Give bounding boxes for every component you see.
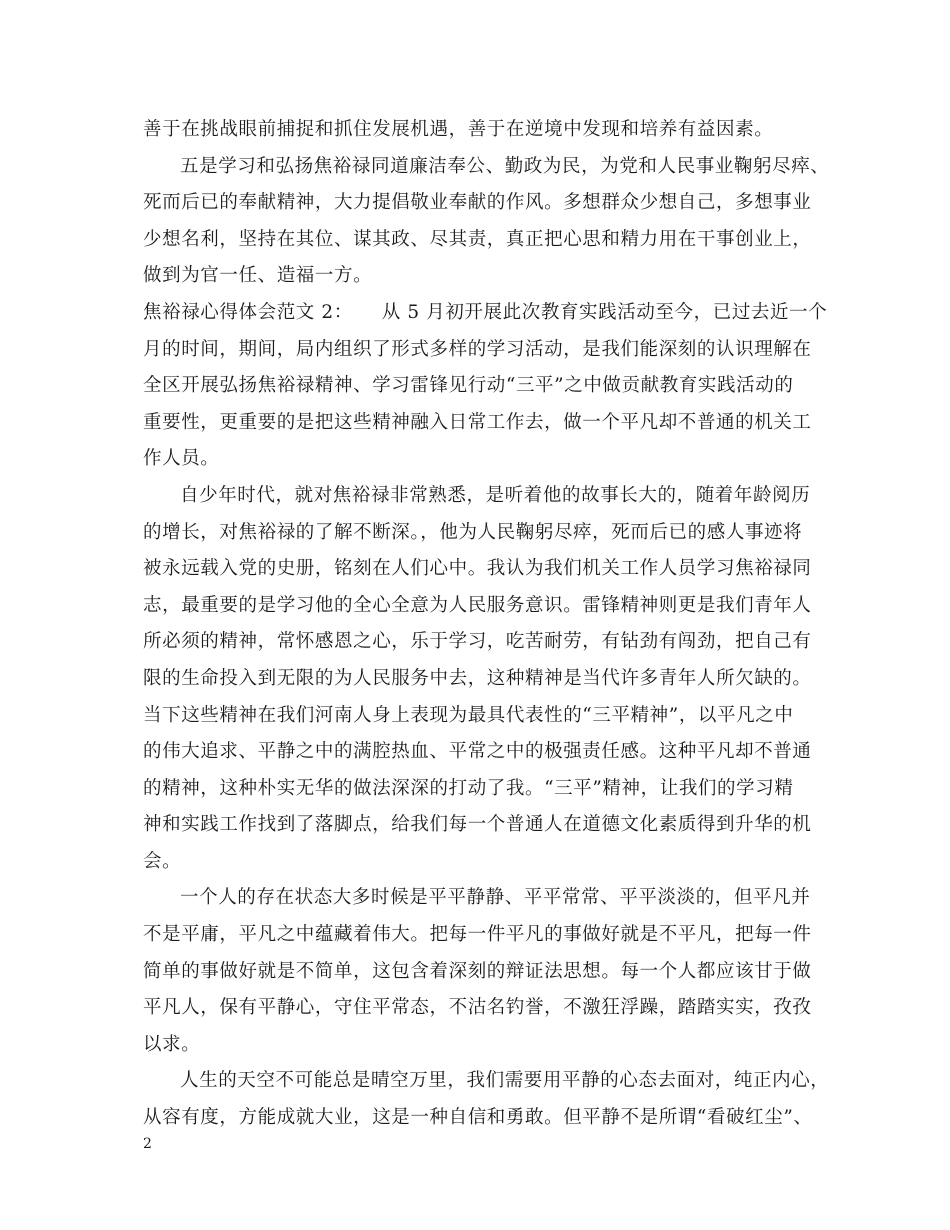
text-line: 平凡人，保有平静心，守住平常态，不沽名钓誉，不激狂浮躁，踏踏实实，孜孜 xyxy=(143,997,812,1019)
paragraph-start-line: 自少年时代，就对焦裕禄非常熟悉，是听着他的故事长大的，随着年龄阅历 xyxy=(180,484,811,506)
text-line: 神和实践工作找到了落脚点，给我们每一个普通人在道德文化素质得到升华的机 xyxy=(143,814,812,836)
text-line: 志，最重要的是学习他的全心全意为人民服务意识。雷锋精神则更是我们青年人 xyxy=(143,594,812,616)
text-line: 限的生命投入到无限的为人民服务中去，这种精神是当代许多青年人所欠缺的。 xyxy=(143,667,812,689)
page-number: 2 xyxy=(143,1136,152,1152)
text-line: 全区开展弘扬焦裕禄精神、学习雷锋见行动“三平”之中做贡献教育实践活动的 xyxy=(143,375,794,397)
text-line: 被永远载入党的史册，铭刻在人们心中。我认为我们机关工作人员学习焦裕禄同 xyxy=(143,558,812,580)
text-line: 会。 xyxy=(143,850,182,872)
text-line: 重要性，更重要的是把这些精神融入日常工作去，做一个平凡却不普通的机关工 xyxy=(143,411,812,433)
text-line: 从容有度，方能成就大业，这是一种自信和勇敢。但平静不是所谓“看破红尘”、 xyxy=(143,1107,813,1129)
text-line: 所必须的精神，常怀感恩之心，乐于学习，吃苦耐劳，有钻劲有闯劲，把自己有 xyxy=(143,631,812,653)
text-line: 作人员。 xyxy=(143,448,220,470)
text-line: 的伟大追求、平静之中的满腔热血、平常之中的极强责任感。这种平凡却不普通 xyxy=(143,741,812,763)
text-line: 的增长，对焦裕禄的了解不断深。，他为人民鞠躬尽瘁，死而后已的感人事迹将 xyxy=(143,521,803,543)
text-line: 以求。 xyxy=(143,1033,201,1055)
section-heading-line: 焦裕禄心得体会范文 2： 从 5 月初开展此次教育实践活动至今，已过去近一个 xyxy=(143,301,828,323)
text-line: 的精神，这种朴实无华的做法深深的打动了我。“三平”精神，让我们的学习精 xyxy=(143,777,794,799)
paragraph-start-line: 一个人的存在状态大多时候是平平静静、平平常常、平平淡淡的，但平凡并 xyxy=(180,887,811,909)
text-line: 死而后已的奉献精神，大力提倡敬业奉献的作风。多想群众少想自己，多想事业 xyxy=(143,192,812,214)
text-line: 不是平庸，平凡之中蕴藏着伟大。把每一件平凡的事做好就是不平凡，把每一件 xyxy=(143,924,812,946)
text-line: 善于在挑战眼前捕捉和抓住发展机遇，善于在逆境中发现和培养有益因素。 xyxy=(143,119,774,140)
body-text xyxy=(143,112,830,1137)
text-line: 少想名利，坚持在其位、谋其政、尽其责，真正把心思和精力用在干事创业上， xyxy=(143,228,812,250)
text-line: 月的时间，期间，局内组织了形式多样的学习活动，是我们能深刻的认识理解在 xyxy=(143,338,812,360)
paragraph-start-line: 人生的天空不可能总是晴空万里，我们需要用平静的心态去面对，纯正内心， xyxy=(180,1070,830,1092)
text-line: 做到为官一任、造福一方。 xyxy=(143,265,373,287)
paragraph-start-line: 五是学习和弘扬焦裕禄同道廉洁奉公、勤政为民，为党和人民事业鞠躬尽瘁、 xyxy=(180,155,830,177)
text-line: 当下这些精神在我们河南人身上表现为最具代表性的“三平精神”，以平凡之中 xyxy=(143,704,794,726)
text-line: 简单的事做好就是不简单，这包含着深刻的辩证法思想。每一个人都应该甘于做 xyxy=(143,960,812,982)
